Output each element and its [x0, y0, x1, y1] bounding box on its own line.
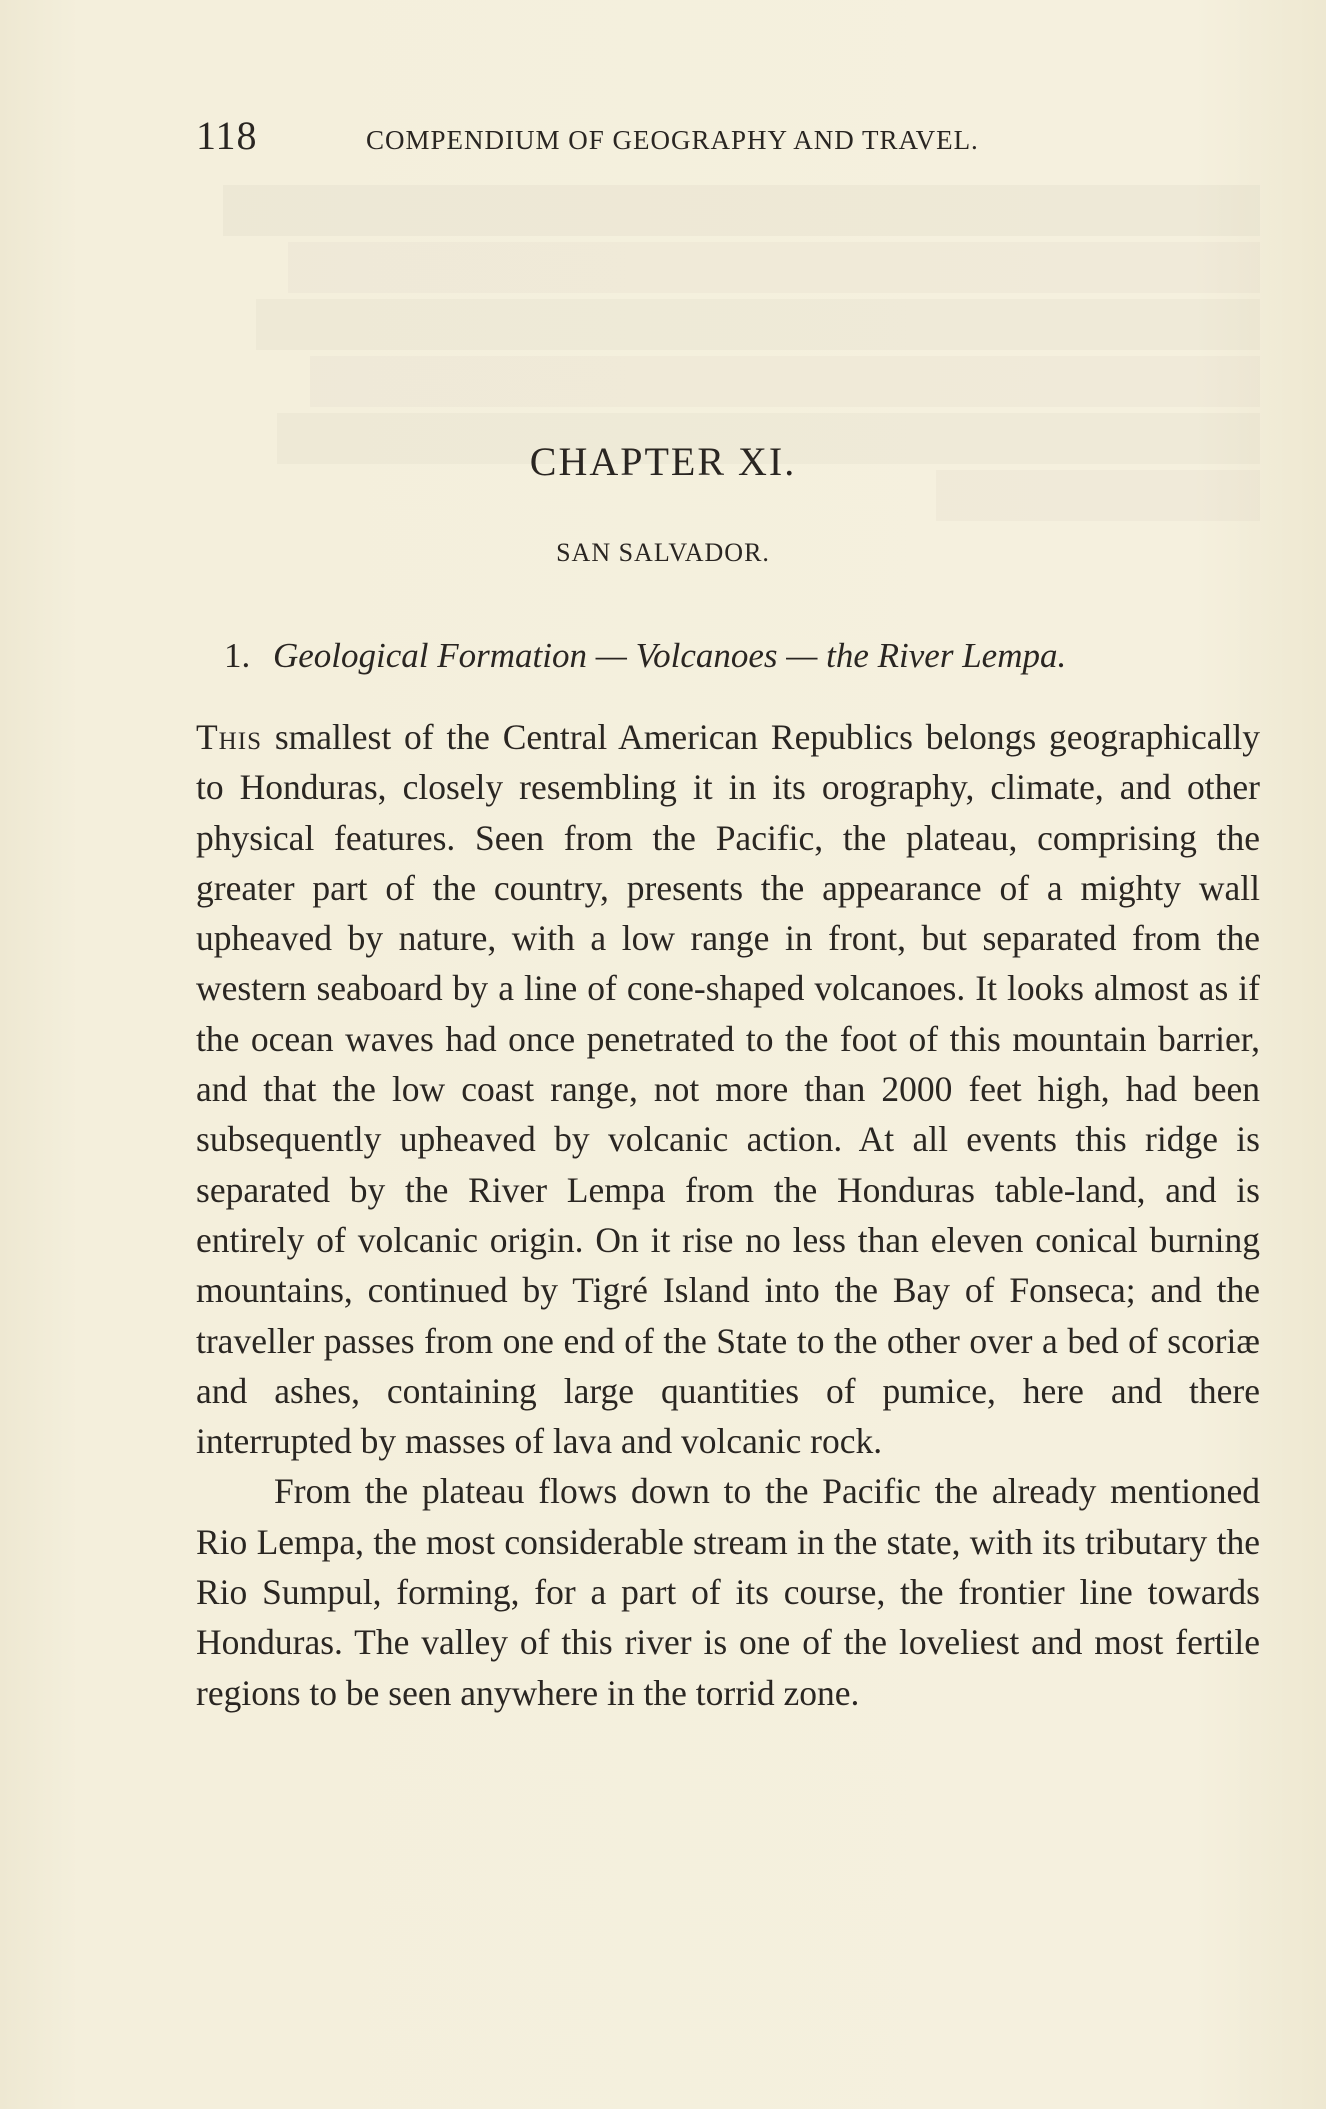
- section-subheading: [224, 636, 1244, 676]
- section-title: SAN SALVADOR.: [556, 538, 770, 567]
- chapter-title: CHAPTER XI.: [529, 439, 797, 484]
- page-header: [196, 112, 1116, 159]
- paragraph-1-text: smallest of the Central American Republics belongs geographically to Honduras, closely resembling it in its orography, climate, and other physical features. Seen from the Pacific, the plateau, comprising the greater part of the country, presents the appearance of a mighty wall upheaved by nature, with a low range in front, but separated from the western seaboard by a line of cone-shaped volcanoes. It looks almost as if the ocean waves had once penetrated to the foot of this mountain barrier, and that the low coast range, not more than 2000 feet high, had been subsequently upheaved by volcanic action. At all events this ridge is separated by the River Lempa from the Honduras table-land, and is entirely of volcanic origin. On it rise no less than eleven conical burning mountains, continued by Tigré Island into the Bay of Fonseca; and the traveller passes from one end of the State to the other over a bed of scoriæ and ashes, containing large quantities of pumice, here and there interrupted by masses of lava and volcanic rock.: [196, 717, 1260, 1462]
- paragraph-1: [196, 712, 1260, 1466]
- page-number: 118: [196, 113, 258, 158]
- subheading-text: Geological Formation — Volcanoes — the River Lempa.: [273, 636, 1067, 675]
- running-title: COMPENDIUM OF GEOGRAPHY AND TRAVEL.: [366, 125, 979, 155]
- body-text: [196, 712, 1260, 1718]
- paragraph-1-lead-word: This: [196, 717, 262, 757]
- subheading-number: 1.: [224, 636, 251, 675]
- paragraph-2: From the plateau flows down to the Pacific the already mentioned Rio Lempa, the most considerable stream in the state, with its tributary the Rio Sumpul, forming, for a part of its course, the frontier line towards Honduras. The valley of this river is one of the loveliest and most fertile regions to be seen anywhere in the torrid zone.: [196, 1471, 1260, 1713]
